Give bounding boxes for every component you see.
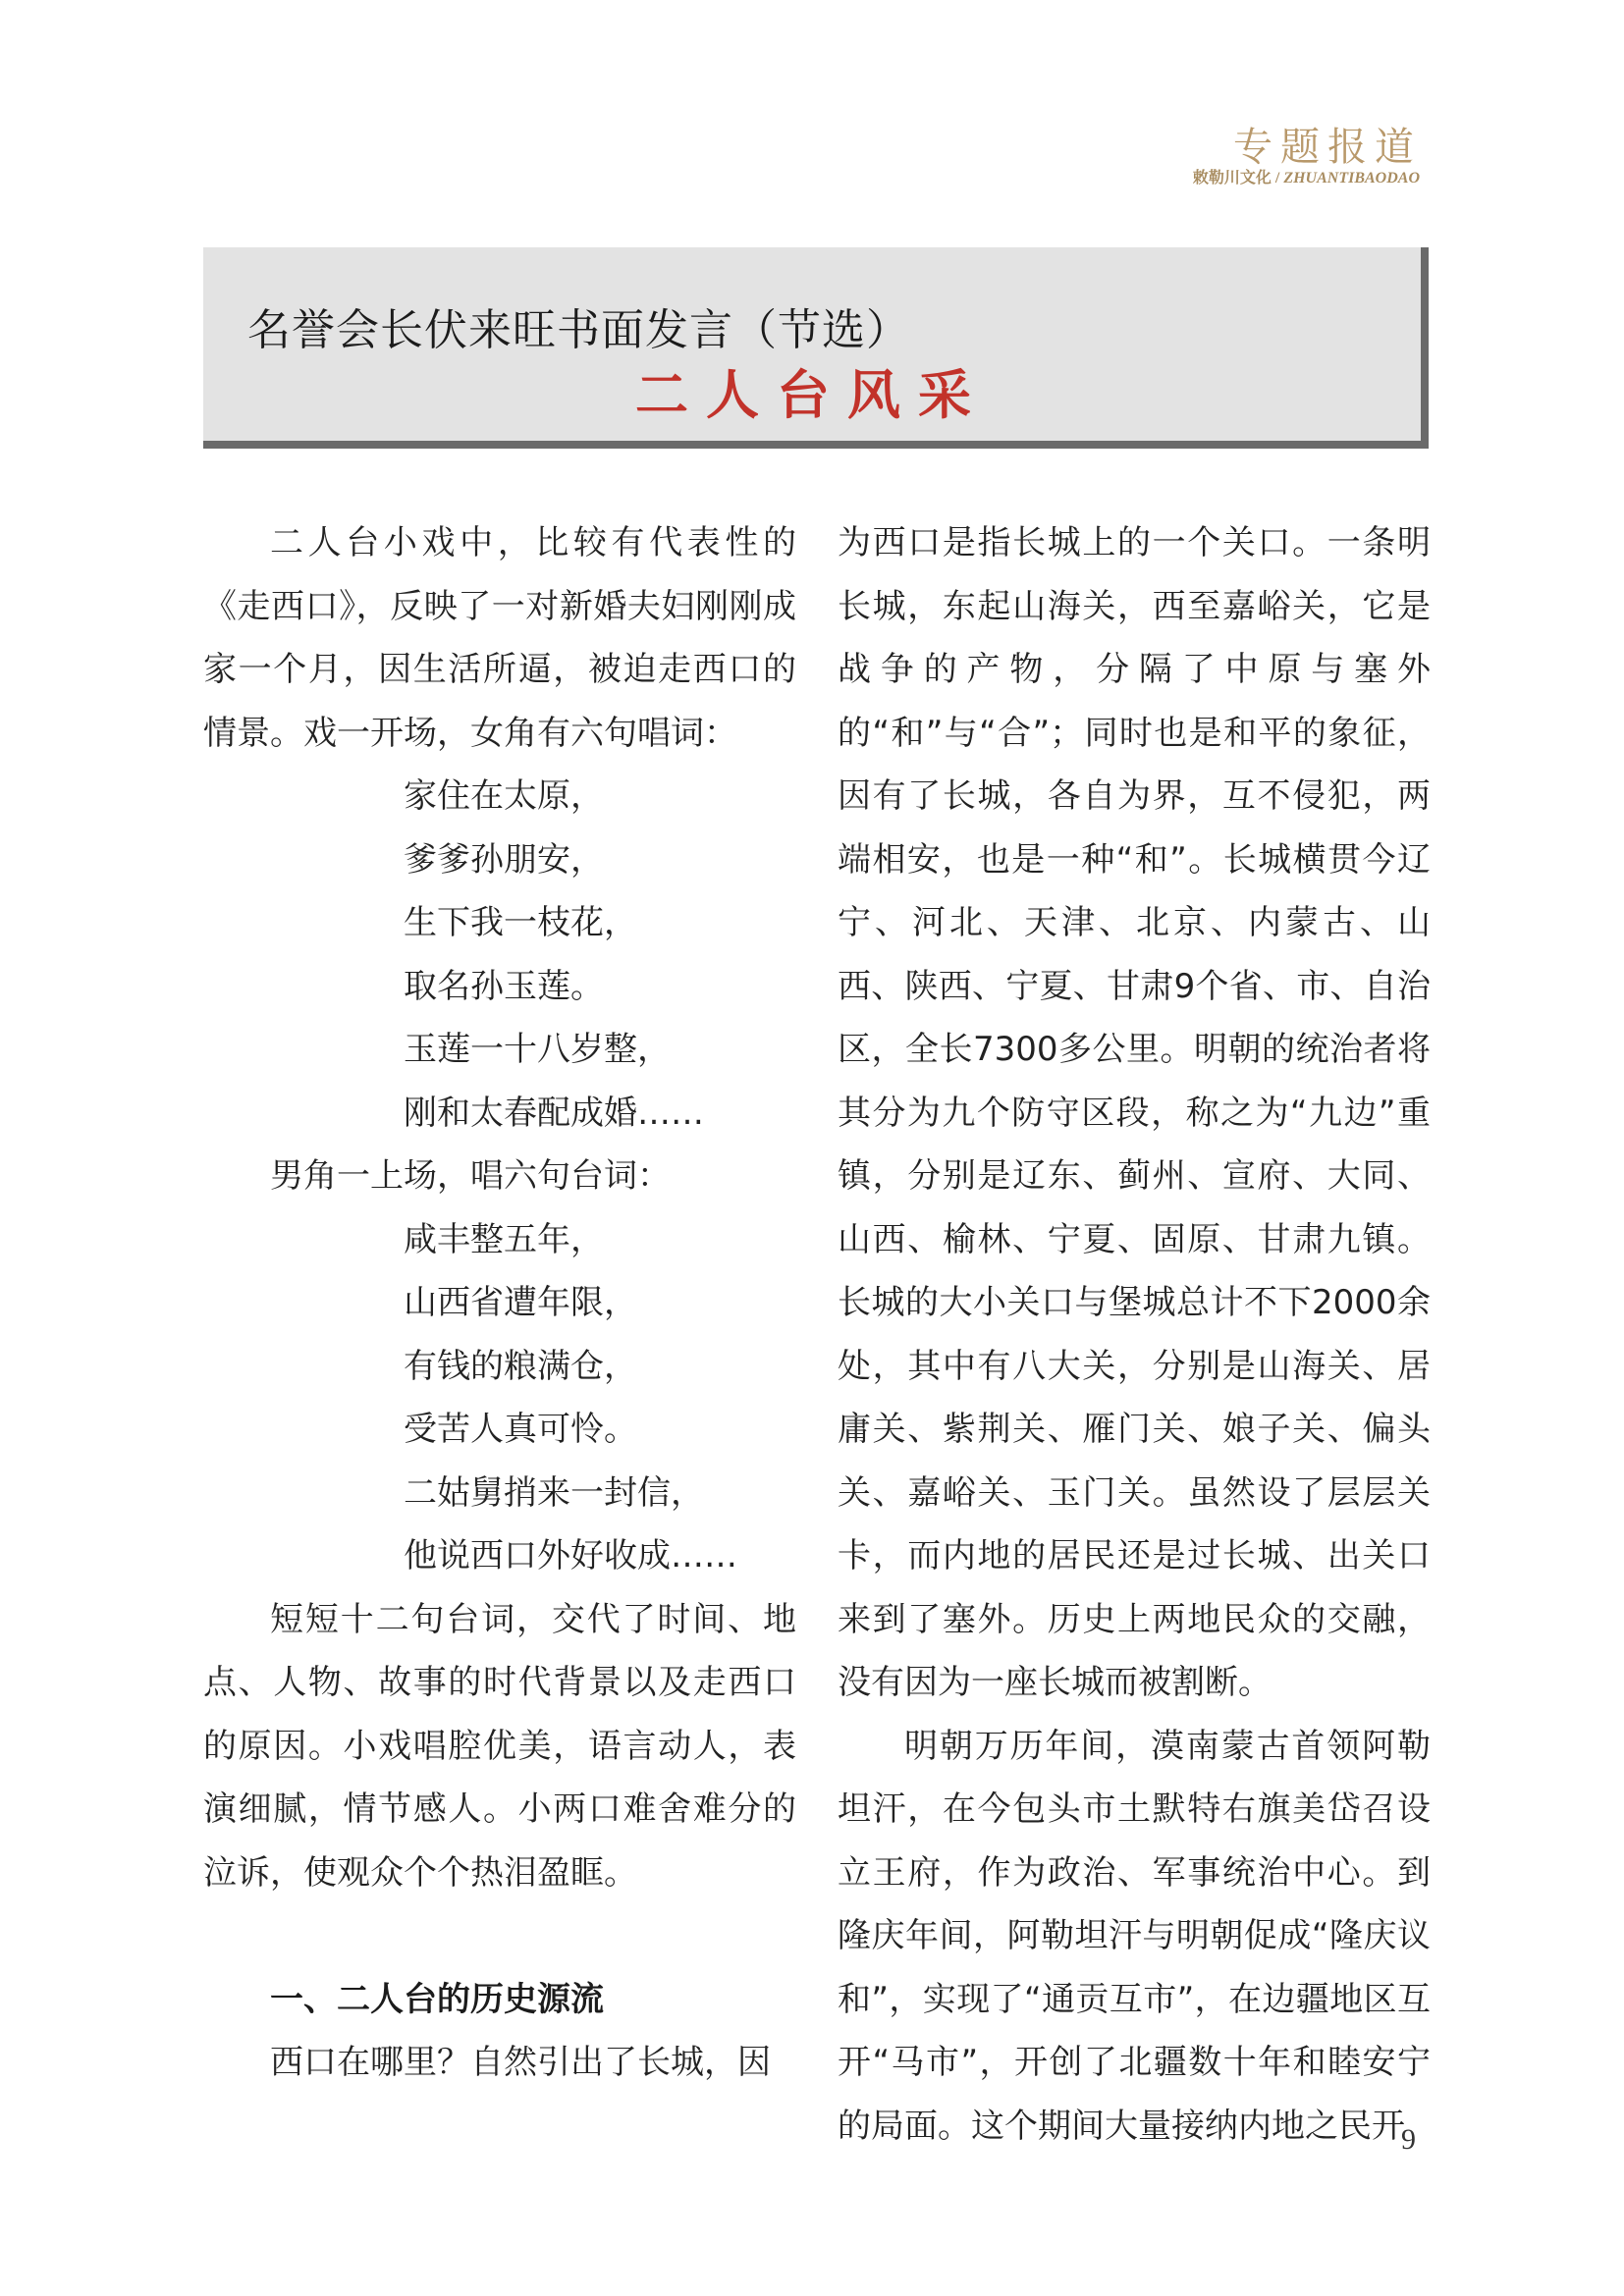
verse-line: 二姑舅捎来一封信， <box>404 1472 704 1513</box>
verse-line: 生下我一枝花， <box>404 903 637 942</box>
article-title-box <box>203 247 1429 449</box>
header-subtitle <box>1193 165 1420 187</box>
section-pinyin: ZHUANTIBAODAO <box>1283 170 1420 187</box>
paragraph: 西口在哪里？自然引出了长城，因 <box>270 2043 771 2082</box>
section-title: 专题报道 <box>1233 125 1422 170</box>
section-heading: 一、二人台的历史源流 <box>270 1979 604 2019</box>
header-separator: / <box>1271 170 1284 187</box>
verse-line: 玉莲一十八岁整， <box>404 1030 671 1069</box>
verse-line: 刚和太春配成婚…… <box>404 1093 704 1133</box>
verse-line: 有钱的粮满仓， <box>404 1346 637 1386</box>
verse-line: 咸丰整五年， <box>404 1219 604 1259</box>
article-title: 名誉会长伏来旺书面发言（节选） <box>247 305 910 355</box>
right-column <box>838 511 1431 2158</box>
paragraph: 为西口是指长城上的一个关口。一条明长城，东起山海关，西至嘉峪关，它是战争的产物，分隔了中原与塞外的“和”与“合”；同时也是和平的象征，因有了长城，各自为界，互不侵犯，两端相安，也是一种“和”。长城横贯今辽宁、河北、天津、北京、内蒙古、山西、陕西、宁夏、甘肃9个省、市、自治区，全长7300多公里。明朝的统治者将其分为九个防守区段，称之为“九边”重镇，分别是辽东、蓟州、宣府、大同、山西、榆林、宁夏、固原、甘肃九镇。长城的大小关口与堡城总计不下2000余处，其中有八大关，分别是山海关、居庸关、紫荆关、雁门关、娘子关、偏头关、嘉峪关、玉门关。虽然设了层层关卡，而内地的居民还是过长城、出关口来到了塞外。历史上两地民众的交融，没有因为一座长城而被割断。 <box>838 523 1431 1702</box>
verse-line: 山西省遭年限， <box>404 1283 637 1322</box>
spacer <box>203 1904 796 1968</box>
verse-line: 受苦人真可怜。 <box>404 1410 637 1449</box>
paragraph: 二人台小戏中，比较有代表性的《走西口》，反映了一对新婚夫妇刚刚成家一个月，因生活所逼，被迫走西口的情景。戏一开场，女角有六句唱词： <box>203 523 796 753</box>
paragraph: 短短十二句台词，交代了时间、地点、人物、故事的时代背景以及走西口的原因。小戏唱腔优美，语言动人，表演细腻，情节感人。小两口难舍难分的泣诉，使观众个个热泪盈眶。 <box>203 1599 796 1893</box>
magazine-name: 敕勒川文化 <box>1192 170 1272 187</box>
left-column <box>203 511 796 2095</box>
page-number: 9 <box>1401 2123 1416 2156</box>
verse-line: 他说西口外好收成…… <box>404 1536 737 1575</box>
paragraph: 明朝万历年间，漠南蒙古首领阿勒坦汗，在今包头市土默特右旗美岱召设立王府，作为政治、军事统治中心。到隆庆年间，阿勒坦汗与明朝促成“隆庆议和”，实现了“通贡互市”，在边疆地区互开“马市”，开创了北疆数十年和睦安宁的局面。这个期间大量接纳内地之民开 <box>838 1726 1431 2146</box>
verse-line: 家住在太原， <box>404 776 604 816</box>
paragraph: 男角一上场，唱六句台词： <box>270 1156 671 1196</box>
article-subtitle: 二人台风采 <box>635 364 989 426</box>
verse-line: 爹爹孙朋安， <box>404 839 604 880</box>
verse-line: 取名孙玉莲。 <box>404 966 604 1006</box>
